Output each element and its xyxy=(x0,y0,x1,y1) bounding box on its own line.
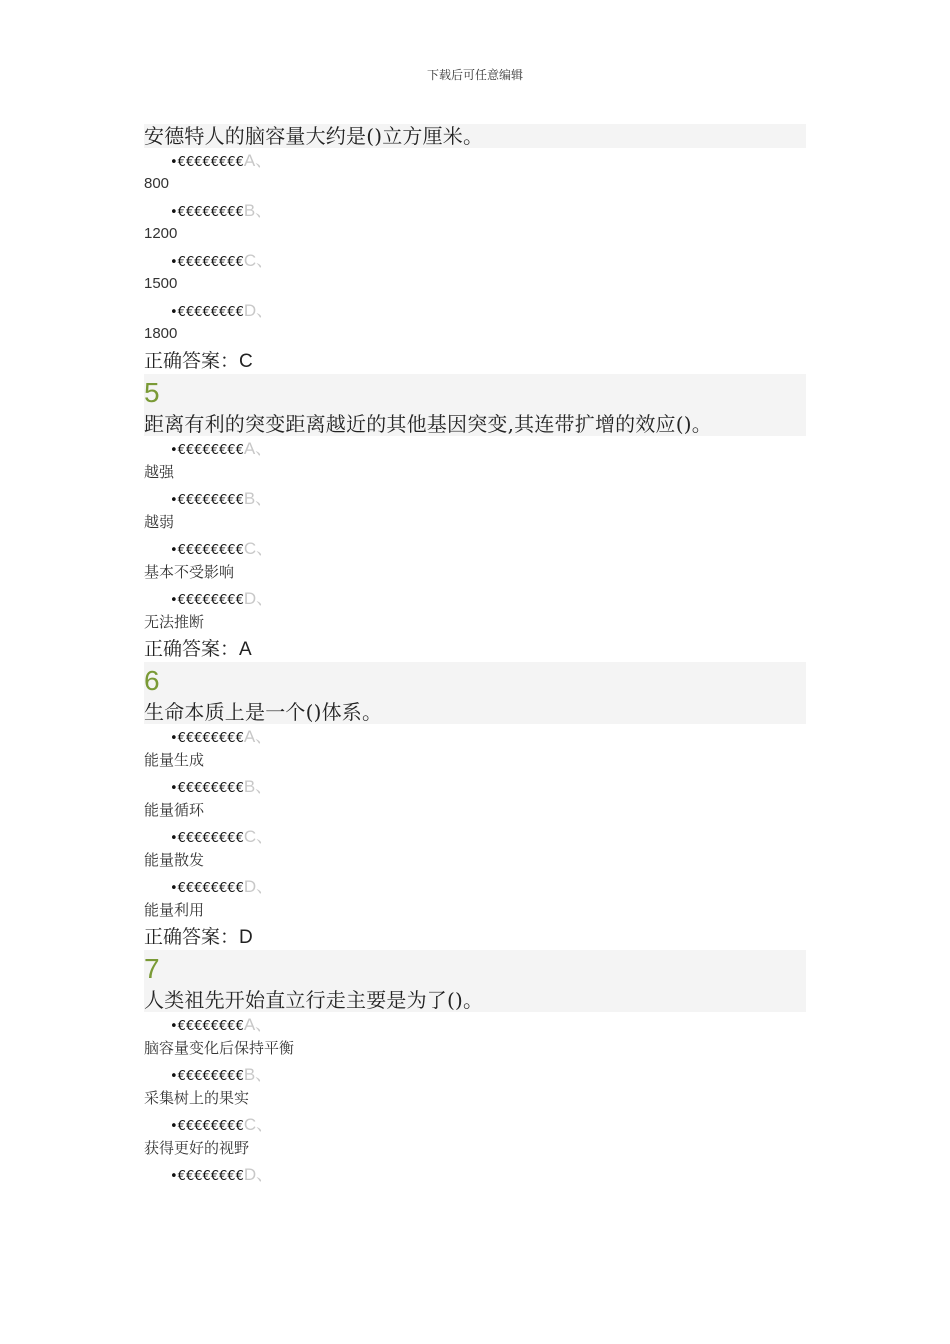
option-letter: C、 xyxy=(243,251,274,270)
question-text: 安德特人的脑容量大约是()立方厘米。 xyxy=(144,124,484,148)
option-marker xyxy=(144,874,806,900)
question-text: 生命本质上是一个()体系。 xyxy=(144,700,383,724)
option-text: 基本不受影响 xyxy=(144,563,235,581)
correct-answer xyxy=(144,348,806,374)
option-marker xyxy=(144,1162,806,1188)
option-prefix: •€€€€€€€€ xyxy=(170,255,244,270)
question-block xyxy=(144,950,806,1188)
option-letter: D、 xyxy=(243,877,274,896)
option-prefix: •€€€€€€€€ xyxy=(170,1069,244,1084)
option-text: 1200 xyxy=(144,225,178,242)
option-letter: D、 xyxy=(243,301,274,320)
option-prefix: •€€€€€€€€ xyxy=(170,1119,244,1134)
option-marker xyxy=(144,1012,806,1038)
option-letter: C、 xyxy=(243,827,274,846)
option-prefix: •€€€€€€€€ xyxy=(170,593,244,608)
correct-answer xyxy=(144,636,806,662)
option-text: 1800 xyxy=(144,325,178,342)
option-prefix: •€€€€€€€€ xyxy=(170,305,244,320)
option-letter: D、 xyxy=(243,589,274,608)
question-number: 5 xyxy=(144,377,160,408)
option-marker xyxy=(144,198,806,224)
option-prefix: •€€€€€€€€ xyxy=(170,1019,244,1034)
option-prefix: •€€€€€€€€ xyxy=(170,731,244,746)
option-prefix: •€€€€€€€€ xyxy=(170,443,244,458)
question-number: 6 xyxy=(144,665,160,696)
answer-label: 正确答案： xyxy=(144,926,240,948)
question-block xyxy=(144,124,806,374)
option-marker xyxy=(144,1112,806,1138)
option-marker xyxy=(144,536,806,562)
question-text: 人类祖先开始直立行走主要是为了()。 xyxy=(144,988,484,1012)
option-letter: A、 xyxy=(243,727,273,746)
answer-label: 正确答案： xyxy=(144,350,240,372)
option-marker xyxy=(144,1062,806,1088)
option-prefix: •€€€€€€€€ xyxy=(170,831,244,846)
page-header: 下载后可任意编辑 xyxy=(426,68,523,82)
option-prefix: •€€€€€€€€ xyxy=(170,493,244,508)
option-marker xyxy=(144,824,806,850)
question-block xyxy=(144,662,806,950)
question-number: 7 xyxy=(144,953,160,984)
option-text: 800 xyxy=(144,175,170,192)
option-text: 越强 xyxy=(144,463,175,481)
correct-answer xyxy=(144,924,806,950)
option-marker xyxy=(144,148,806,174)
option-prefix: •€€€€€€€€ xyxy=(170,155,244,170)
option-prefix: •€€€€€€€€ xyxy=(170,881,244,896)
option-text: 获得更好的视野 xyxy=(144,1139,250,1157)
answer-value: A xyxy=(239,639,252,660)
option-prefix: •€€€€€€€€ xyxy=(170,1169,244,1184)
option-marker xyxy=(144,586,806,612)
option-letter: B、 xyxy=(243,1065,273,1084)
option-text: 脑容量变化后保持平衡 xyxy=(144,1039,295,1057)
answer-value: C xyxy=(239,351,253,372)
answer-value: D xyxy=(239,927,253,948)
question-text: 距离有利的突变距离越近的其他基因突变,其连带扩增的效应()。 xyxy=(144,412,712,436)
option-letter: A、 xyxy=(243,439,273,458)
option-marker xyxy=(144,298,806,324)
option-marker xyxy=(144,724,806,750)
option-letter: A、 xyxy=(243,1015,273,1034)
option-marker xyxy=(144,248,806,274)
option-letter: A、 xyxy=(243,151,273,170)
option-text: 能量生成 xyxy=(144,751,205,769)
question-block xyxy=(144,374,806,662)
option-text: 1500 xyxy=(144,275,178,292)
answer-label: 正确答案： xyxy=(144,638,240,660)
option-text: 能量利用 xyxy=(144,901,205,919)
option-text: 越弱 xyxy=(144,513,175,531)
option-text: 无法推断 xyxy=(144,613,205,631)
option-marker xyxy=(144,486,806,512)
question-header xyxy=(144,950,806,1012)
option-text: 能量散发 xyxy=(144,851,205,869)
question-header xyxy=(144,124,806,148)
question-header xyxy=(144,662,806,724)
option-letter: B、 xyxy=(243,201,273,220)
option-prefix: •€€€€€€€€ xyxy=(170,205,244,220)
option-marker xyxy=(144,436,806,462)
option-letter: B、 xyxy=(243,489,273,508)
question-header xyxy=(144,374,806,436)
option-letter: C、 xyxy=(243,1115,274,1134)
option-prefix: •€€€€€€€€ xyxy=(170,543,244,558)
question-list xyxy=(144,124,806,1188)
option-text: 能量循环 xyxy=(144,801,205,819)
option-marker xyxy=(144,774,806,800)
option-letter: C、 xyxy=(243,539,274,558)
option-letter: D、 xyxy=(243,1165,274,1184)
option-prefix: •€€€€€€€€ xyxy=(170,781,244,796)
option-text: 采集树上的果实 xyxy=(144,1089,250,1107)
option-letter: B、 xyxy=(243,777,273,796)
